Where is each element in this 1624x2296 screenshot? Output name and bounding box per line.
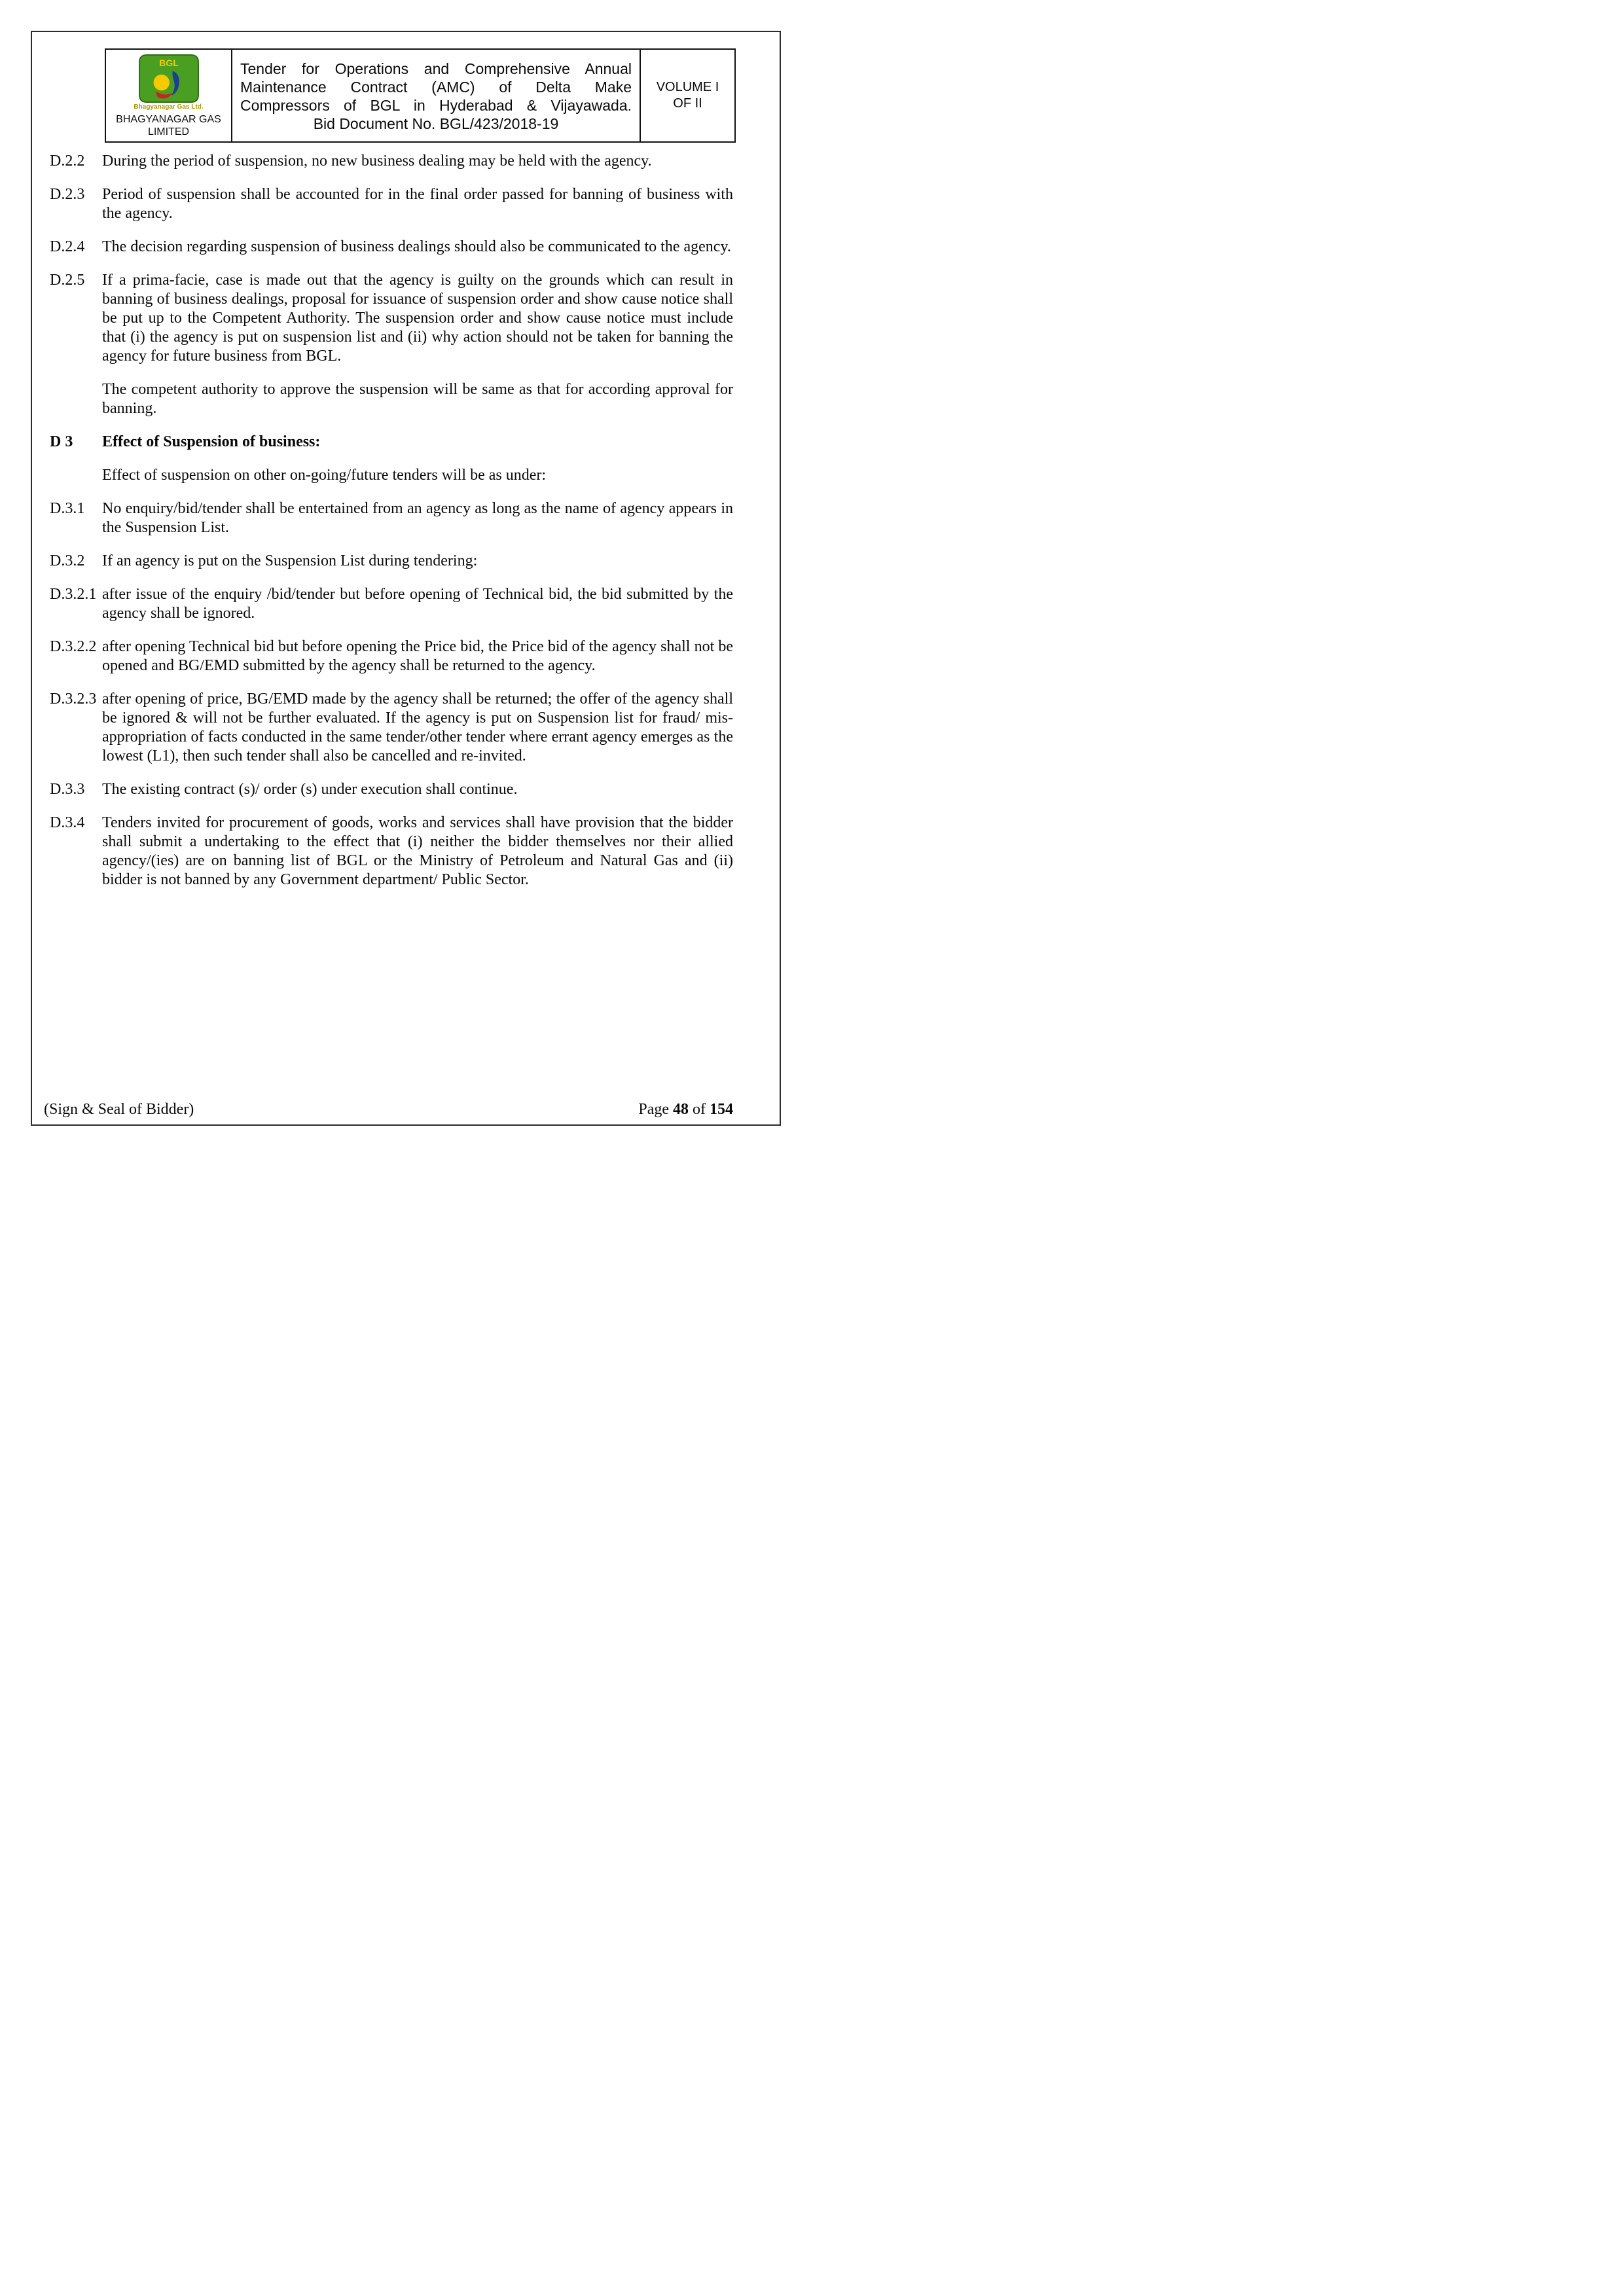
clause-number <box>50 380 102 418</box>
document-page <box>0 0 812 1148</box>
clause-number: D.2.4 <box>50 238 85 255</box>
clause-text: after issue of the enquiry /bid/tender but before opening of Technical bid, the bid submitted by the agency shall be ignored. <box>102 586 733 622</box>
clause-row <box>50 499 733 537</box>
clause-row <box>50 466 733 485</box>
clause-number: D.3.2 <box>50 552 85 569</box>
page-border <box>31 31 781 1126</box>
clause-row <box>50 814 733 889</box>
org-name <box>109 113 228 138</box>
tender-title-line: Compressors of BGL in Hyderabad & Vijayawada. <box>240 96 632 114</box>
volume-line-1: VOLUME I <box>656 80 719 94</box>
clause-number: D.3.2.2 <box>50 638 97 655</box>
clause-row <box>50 780 733 799</box>
clause-text: If an agency is put on the Suspension List during tendering: <box>102 552 478 569</box>
title-cell <box>232 49 640 142</box>
clause-text: after opening Technical bid but before opening the Price bid, the Price bid of the agency shall not be opened and BG/EMD submitted by the agency shall be returned to the agency. <box>102 638 733 674</box>
clause-text: If a prima-facie, case is made out that the agency is guilty on the grounds which can result in banning of business dealings, proposal for issuance of suspension order and show cause notice shall be put up to the Competent Authority. The suspension order and show cause notice must include that (i) the agency is put on suspension list and (ii) why action should not be taken for banning the agency for future business from BGL. <box>102 272 733 365</box>
logo-cell <box>105 49 232 142</box>
tender-title-line: Tender for Operations and Comprehensive Annual <box>240 60 632 77</box>
page-number: 48 <box>673 1101 689 1118</box>
volume-line-2: OF II <box>673 96 702 111</box>
tender-title-line: Maintenance Contract (AMC) of Delta Make <box>240 78 632 96</box>
clause-text: The existing contract (s)/ order (s) under execution shall continue. <box>102 781 518 798</box>
clause-text: No enquiry/bid/tender shall be entertained from an agency as long as the name of agency appears in the Suspension List. <box>102 500 733 536</box>
clause-number: D.2.3 <box>50 186 85 203</box>
clause-text: During the period of suspension, no new business dealing may be held with the agency. <box>102 152 652 170</box>
clause-row <box>50 380 733 418</box>
logo-sun-icon <box>153 75 169 90</box>
volume-cell <box>640 49 735 142</box>
clause-text: after opening of price, BG/EMD made by the agency shall be returned; the offer of the agency shall be ignored & will not be further evaluated. If the agency is put on Suspension list for fraud/ mis-appropriation of facts conducted in the same tender/other tender where errant agency emerges as the lowest (L1), then such tender shall also be cancelled and re-invited. <box>102 691 733 764</box>
clause-number <box>50 466 102 485</box>
logo-bgl-text: BGL <box>158 57 179 68</box>
of-label: of <box>689 1101 710 1118</box>
document-header <box>105 48 736 143</box>
clause-text: Effect of suspension on other on-going/future tenders will be as under: <box>102 467 547 484</box>
clause-number: D.2.2 <box>50 152 85 170</box>
clause-number: D.2.5 <box>50 272 85 289</box>
clause-row <box>50 690 733 766</box>
clause-text: Tenders invited for procurement of goods, works and services shall have provision that the bidder shall submit a undertaking to the effect that (i) neither the bidder themselves nor their allied agency/(ies) are on banning list of BGL or the Ministry of Petroleum and Natural Gas and (ii) bidder is not banned by any Government department/ Public Sector. <box>102 814 733 888</box>
page-label: Page <box>638 1101 673 1118</box>
clause-text: The decision regarding suspension of business dealings should also be communicated to the agency. <box>102 238 731 255</box>
clause-number: D.3.3 <box>50 781 85 798</box>
clause-row <box>50 271 733 366</box>
clause-number: D.3.2.3 <box>50 691 97 708</box>
org-name-line-2: LIMITED <box>147 126 190 137</box>
page-total: 154 <box>710 1101 733 1118</box>
clause-row <box>50 238 733 257</box>
clause-row <box>50 585 733 623</box>
clause-text: The competent authority to approve the suspension will be same as that for according approval for banning. <box>102 381 733 417</box>
clause-list <box>50 152 733 889</box>
logo-tagline: Bhagyanagar Gas Ltd. <box>134 103 204 111</box>
clause-number: D.3.1 <box>50 500 85 517</box>
clause-number: D.3.2.1 <box>50 586 97 603</box>
clause-row <box>50 637 733 675</box>
clause-row <box>50 152 733 171</box>
bid-document-line: Bid Document No. BGL/423/2018-19 <box>313 115 559 132</box>
page-indicator <box>638 1100 733 1119</box>
clause-number: D.3.4 <box>50 814 85 831</box>
section-heading <box>50 433 733 452</box>
clause-row <box>50 185 733 223</box>
bgl-logo-icon <box>138 54 200 103</box>
sign-seal-note: (Sign & Seal of Bidder) <box>44 1101 194 1118</box>
org-name-line-1: BHAGYANAGAR GAS <box>116 114 221 125</box>
clause-text: Period of suspension shall be accounted for in the final order passed for banning of business with the agency. <box>102 186 733 222</box>
tender-title <box>240 60 632 115</box>
clause-row <box>50 552 733 571</box>
page-footer <box>44 1100 733 1119</box>
clause-text: Effect of Suspension of business: <box>102 433 321 450</box>
clause-number: D 3 <box>50 433 73 450</box>
